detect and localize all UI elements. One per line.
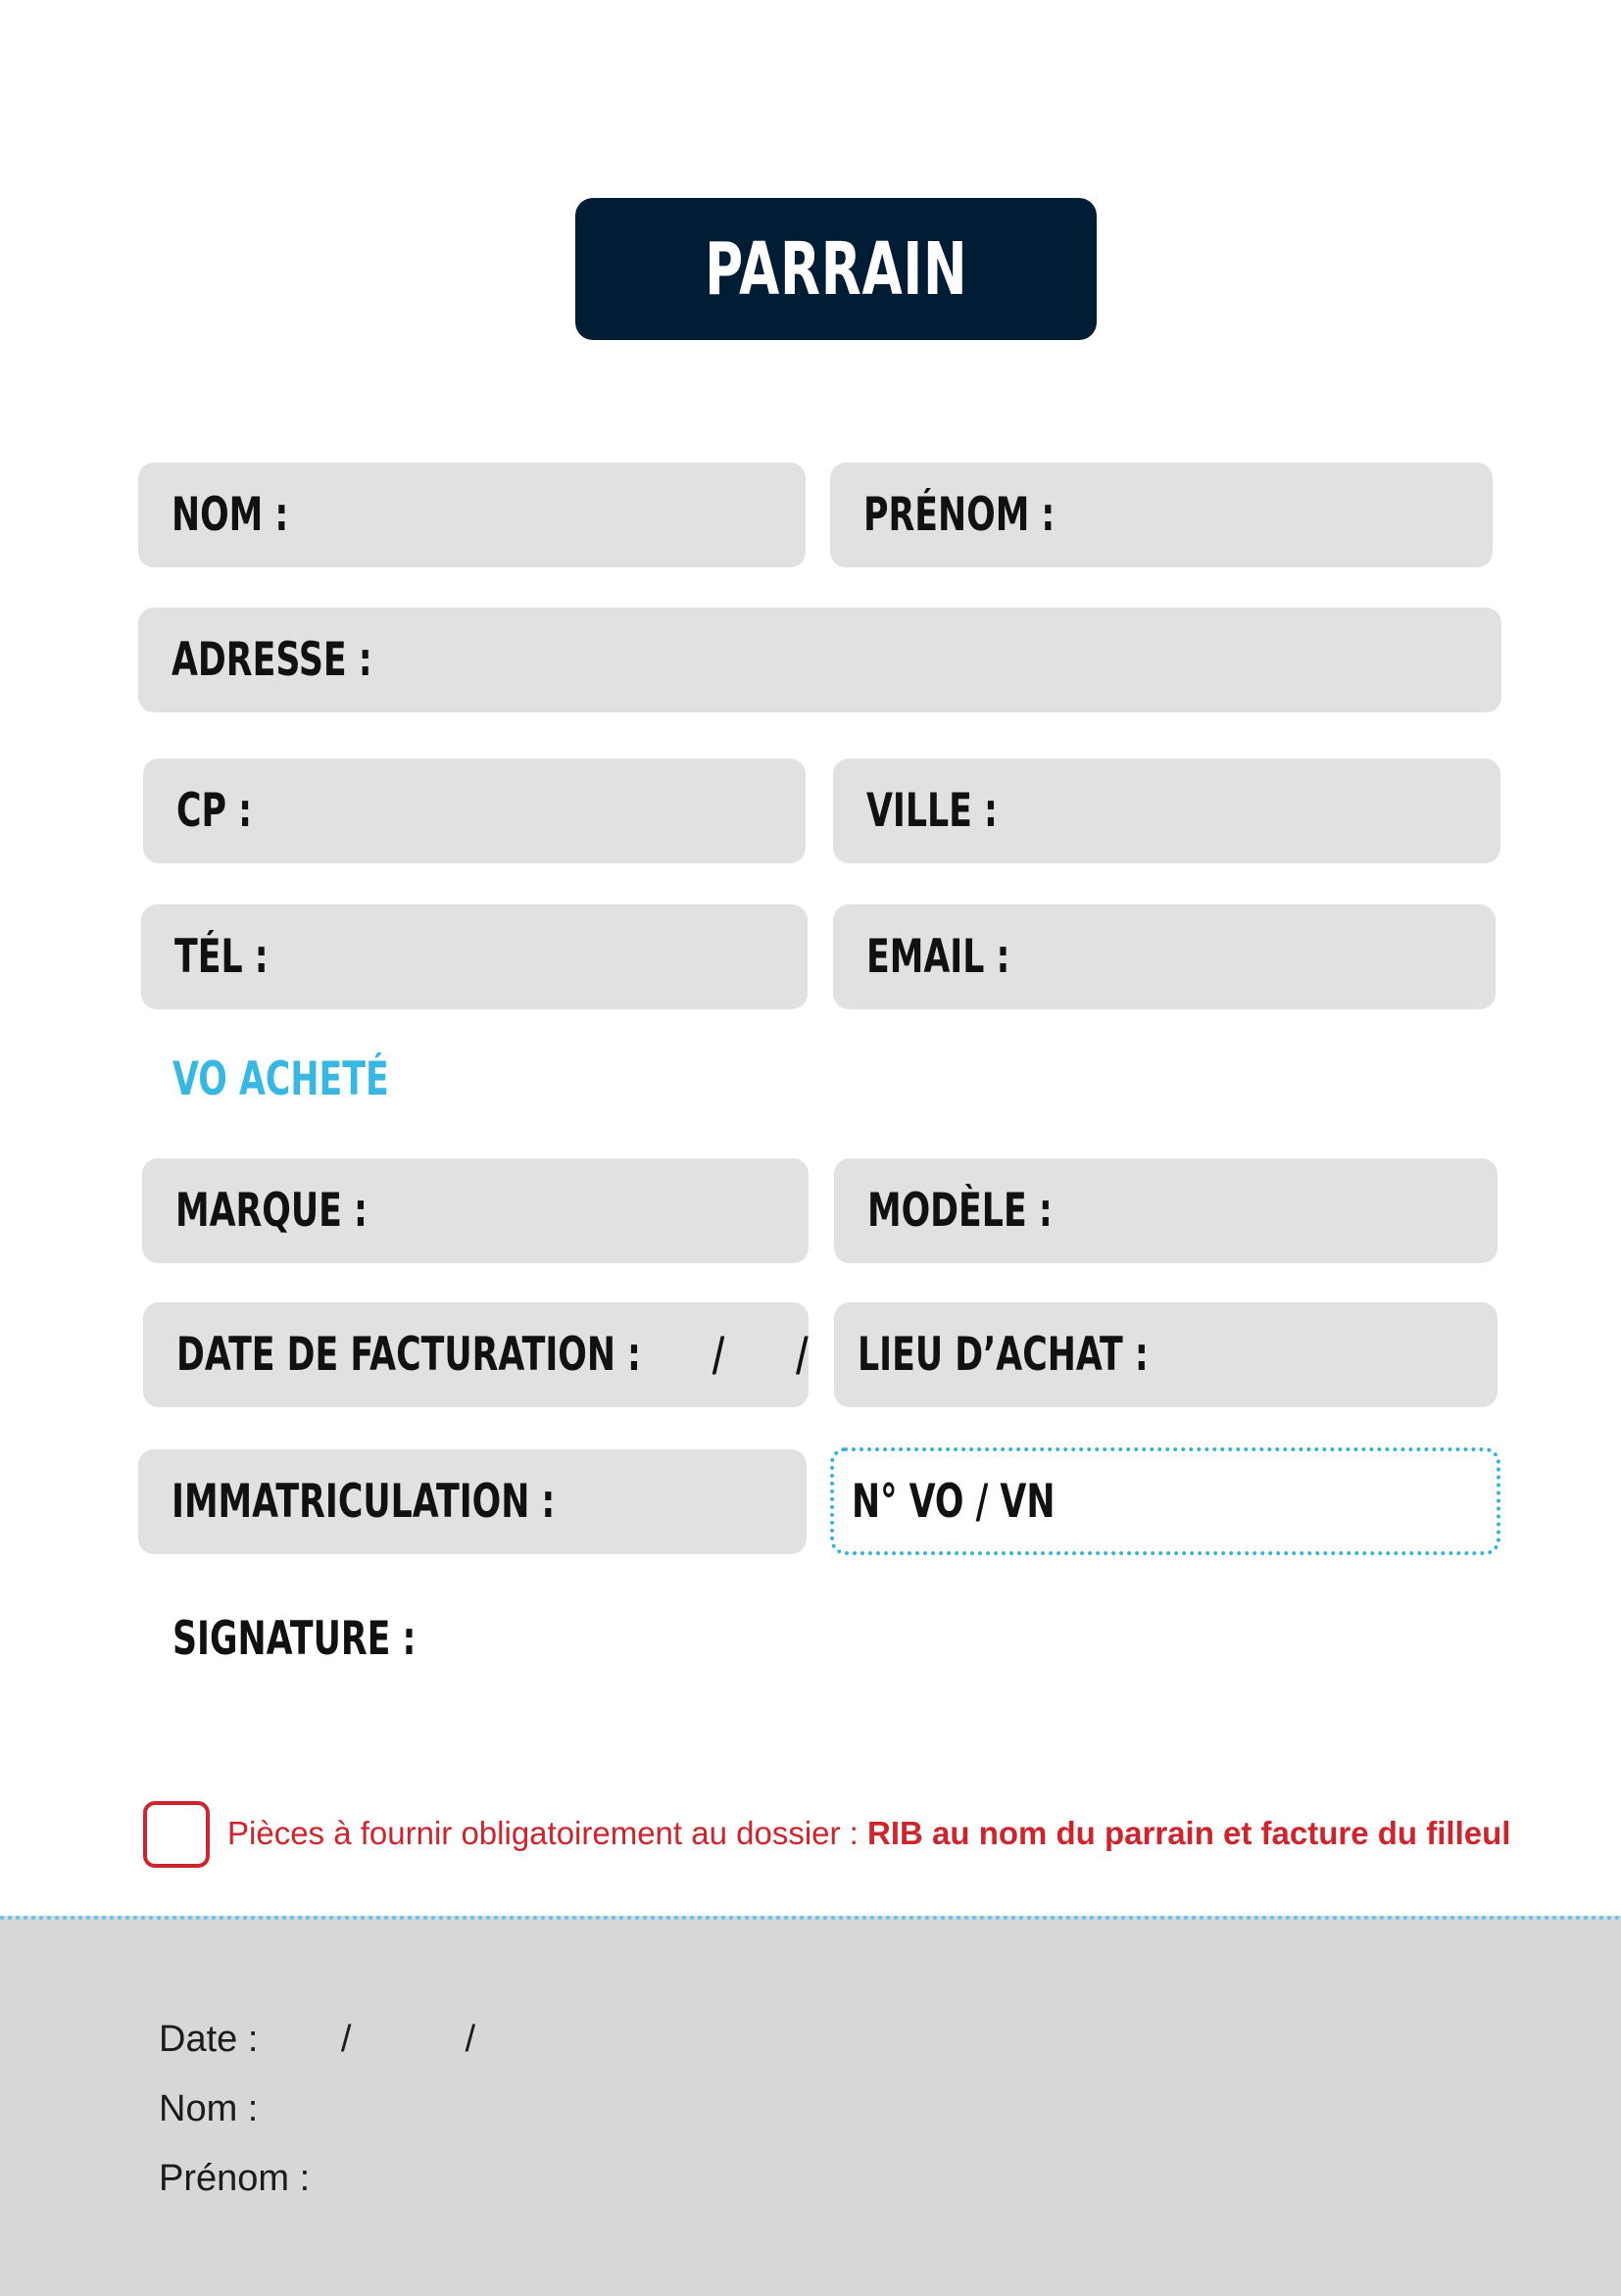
tel-label: TÉL : [174, 930, 269, 984]
modele-field[interactable] [834, 1158, 1498, 1263]
numero-vo-vn-field[interactable] [830, 1447, 1500, 1555]
pieces-notice [227, 1815, 1510, 1852]
email-field[interactable] [833, 904, 1496, 1009]
marque-field[interactable] [142, 1158, 809, 1263]
pieces-checkbox[interactable] [143, 1801, 210, 1868]
modele-label: MODÈLE : [867, 1184, 1053, 1238]
cp-label: CP : [176, 784, 253, 838]
ville-field[interactable] [833, 758, 1500, 863]
email-label: EMAIL : [866, 930, 1010, 984]
date-facturation-field[interactable] [143, 1302, 809, 1407]
adresse-label: ADRESSE : [172, 633, 372, 687]
signature-label: SIGNATURE : [172, 1612, 417, 1666]
nom-field[interactable] [138, 463, 806, 567]
section-vo-achete: VO ACHETÉ [172, 1052, 389, 1106]
prenom-field[interactable] [830, 463, 1493, 567]
date-facturation-label: DATE DE FACTURATION : / / [176, 1328, 809, 1382]
nom-label: NOM : [172, 488, 289, 542]
footer-date: Date : / / [159, 2019, 476, 2060]
prenom-label: PRÉNOM : [863, 488, 1056, 542]
footer-panel [0, 1916, 1621, 2296]
title-banner [575, 198, 1097, 340]
pieces-notice-bold: RIB au nom du parrain et facture du filleul [867, 1815, 1511, 1851]
footer-prenom: Prénom : [159, 2158, 311, 2199]
immatriculation-field[interactable] [138, 1449, 807, 1554]
ville-label: VILLE : [866, 784, 998, 838]
lieu-achat-label: LIEU D’ACHAT : [858, 1328, 1149, 1382]
lieu-achat-field[interactable] [834, 1302, 1498, 1407]
immatriculation-label: IMMATRICULATION : [172, 1475, 556, 1529]
tel-field[interactable] [141, 904, 808, 1009]
numero-vo-vn-label: N° VO / VN [852, 1474, 1056, 1529]
page-title: PARRAIN [704, 226, 968, 312]
footer-nom: Nom : [159, 2088, 259, 2129]
adresse-field[interactable] [138, 608, 1501, 712]
pieces-notice-text: Pièces à fournir obligatoirement au dossier : [227, 1815, 868, 1851]
marque-label: MARQUE : [175, 1184, 368, 1238]
cp-field[interactable] [143, 758, 806, 863]
